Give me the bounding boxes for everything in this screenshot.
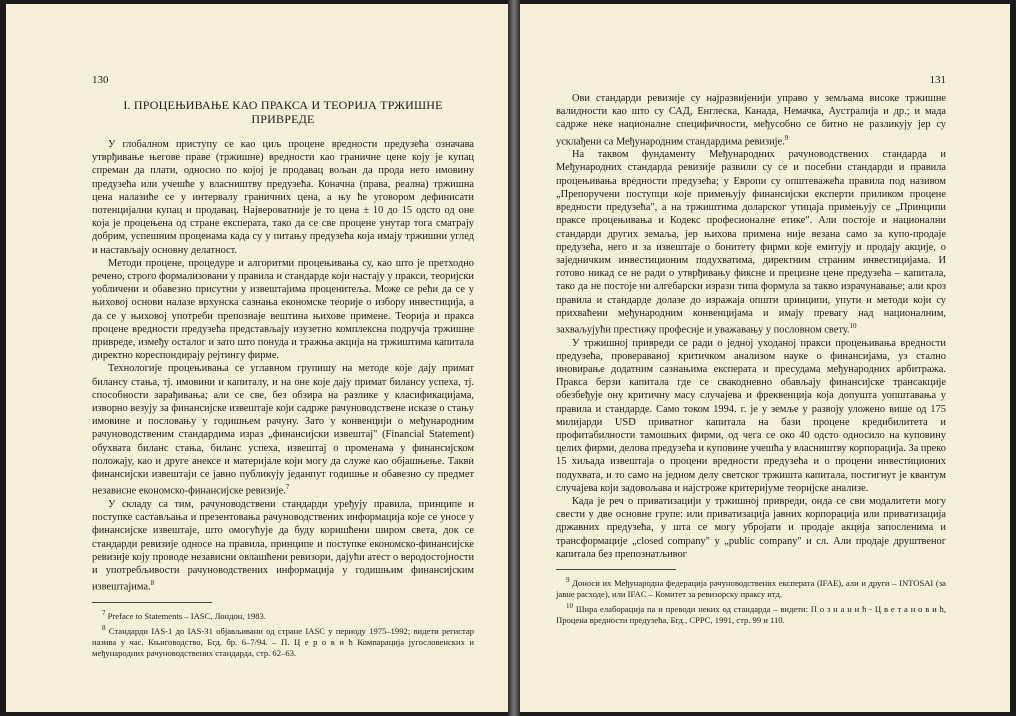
right-page <box>520 4 1010 712</box>
footnote-ref: 7 <box>285 483 290 492</box>
paragraph: Када је реч о приватизацији у тржишној привреди, онда се сви модалитети могу свести у две основне групе: или приватизација јавних корпорација или приватизација државних предузећа, у шта се могу убројати и продаје акција запосленима и трансформације „closed company" у „public company" и сл. Али продаје друштвеног капитала без препознатљивог <box>556 496 946 560</box>
paragraph: Технологије процењивања се углавном групишу на методе које дају примат билансу стања, тј. имовини и капиталу, и на оне које дају примат билансу успеха, тј. способности зарађивања; али се све, без обзира на разлике у класификацијама, изворно везују за финансијске извештаје који садрже рачуноводствене исказе о стању имовине и пословању у годишњем рачуну. Зато у конвенцији о међународним рачуноводственим стандардима израз „финансијски извештај" (Financial Statement) обухвата биланс стања, биланс успеха, извештај о променама у финансијском положају, као и друге анексе и материјале који могу да служе као објашњење. Такви финансијски извештаји се јавно публикују једанпут годишње и обавезно су предмет независне економско-финансијске ревизије.$^7$ <box>92 363 474 497</box>
paragraph: На таквом фундаменту Међународних рачуноводствених стандарда и Међународних стандарда ревизије развили су се и посебни стандарди и правила процењивања вредности предузећа; у Европи су општеважећа правила под називом „Препоручени поступци које примењују финансијски експерти приликом процене вредности предузећа", а на тржиштима доларског утицаја примењују се „Принципи праксе процењивања и Кодекс професионалне етике". Али постоје и национални стандарди других земаља, јер њихова примена није везана само за купо-продаје предузећа, него и за извештаје о бонитету фирми које емитују и продају акције, о заједничким инвестиционим подухватима, директним страним инвестицијама. И готово никад се не ради о утврђивању фиксне и прецизне цене предузећа – капитала, тако да не постоје ни алгебарски изрази типа формула за такво израчунавање; али кроз правила и стандарде долазе до изражаја општи принципи, упути и методи који су прихваћени међународним конвенцијама и имају превагу над националним, захваљујући престижу професије и уважавању у пословном свету.$^{10}$ <box>556 149 946 336</box>
footnote-divider <box>556 569 676 570</box>
chapter-title: I. ПРОЦЕЊИВАЊЕ КАО ПРАКСА И ТЕОРИЈА ТРЖИШНЕ ПРИВРЕДЕ <box>123 98 443 126</box>
paragraph: Ови стандарди ревизије су најразвијенији управо у земљама високе тржишне валидности као што су САД, Енглеска, Канада, Немачка, Аустралија и др.; и мада садрже неке националне специфичности, међусобно се битно не разликују јер су усклађени са Међународним стандардима ревизије.$^9$ <box>556 93 946 148</box>
page-number: 131 <box>929 74 946 86</box>
footnote: $^{10}$ Шира елаборација па и преводи неких од стандарда – видети: П о з н а н и ћ - Ц в е т а н о в и ћ, Процена вредности предузећа, Бгд., СРРС, 1991, стр. 99 и 110. <box>556 601 947 625</box>
footnote: $^9$ Доноси их Међународна федерација рачуноводствених експерата (IFAE), али и други – INTOSAI (за јавне расходе), или IFAC – Комитет за ревизорску праксу итд. <box>556 576 946 599</box>
book-gutter <box>508 0 520 716</box>
footnote: $^7$ Preface to Statements – IASC, Лондон, 1983. <box>102 608 266 621</box>
footnote: $^8$ Стандарди IAS-1 до IAS-31 објављивани од стране IASC у периоду 1975–1992; видети регистар назива у час. Књиговодство, Бгд. бр. 6–7/94. – П. Ц е р о в и ћ Компарација југословенских и међународних рачуноводствених стандарда, стр. 62–63. <box>92 623 474 658</box>
footnote-ref: 10 <box>849 321 857 330</box>
page-number: 130 <box>92 74 109 86</box>
left-page <box>6 4 508 712</box>
footnote-divider <box>92 602 212 603</box>
footnote-ref: 8 <box>150 579 155 588</box>
paragraph: У тржишној привреди се ради о једној уходаној пракси процењивања вредности предузећа, провераваној критичком анализом науке о финансијама, уз стално иновирање додатним сазнањима експерата и пресудама међународних арбитража. Пракса берзи капитала где се свакодневно обављају финансијске трансакције обезбеђује ону критичну масу случајева и фреквенција која допушта уопштавања у правила и стандарде. Само током 1994. г. је у земље у развоју уложено више од 175 милијарди USD приватног капитала на бази процене кредибилитета и профитабилности тамошњих фирми, од чега се око 40 одсто односило на куповину целих фирми, делова предузећа и куповине учешћа у власништву корпорација. За преко 15 хиљада извештаја о процени вредности предузећа и о процени инвестиционих подухвата, и то само на једном делу светског тржишта капитала, постигнут је квантум случајева који задовољава и најстроже критеријуме теоријске анализе. <box>556 337 946 494</box>
paragraph: Методи процене, процедуре и алгоритми процењивања су, као што је претходно речено, строго формализовани у правила и стандарде који настају у пракси, теоријски уобличени и обавезно присутни у извештајима проценитеља. Може се рећи да се у њиховој основи налазе врхунска сазнања економске теорије о избору инвестиција, а да се у њиховој употреби препознаје вештина њихове примене. Теорија и пракса процене вредности предузећа представљају изузетно комплексна подручја тржишне привреде, између осталог и зато што понуда и тражња акција на тржиштима капитала директно кореспондирају рејтингу фирме. <box>92 257 474 362</box>
paragraph: У складу са тим, рачуноводствени стандарди уређују правила, принципе и поступке састављања и презентовања рачуноводствених информација које се уносе у финансијске извештаје, што омогућује да буду коришћени широм света, док се стандарди ревизије односе на правила, принципе и поступке економско-финансијске ревизије коју проводе независни овлашћени ревизори, дајући атест о веродостојности и употребљивости рачуноводствених информација у годишњим финансијским извештајима.$^8$ <box>92 498 474 593</box>
paragraph: У глобалном приступу се као циљ процене вредности предузећа означава утврђивање његове праве (тржишне) вредности као граничне цене коју је купац спреман да плати, односно по којој је продавац вољан да прода нето имовину предузећа или учешће у власништву предузећа. Коначна (права, реална) тржишна цена налазиће се у интервалу граничних цена, а њу ће уговором дефинисати потенцијални купац и продавац. Највероватније је то цена ± 10 до 15 одсто од оне која је процењена од стране експерата, тако да се све процене унутар тога сматрају добрим, успешним проценама када су у питању предузећа која имају тржишни углед и настављају основну делатност. <box>92 139 474 256</box>
footnote-ref: 9 <box>784 133 789 142</box>
